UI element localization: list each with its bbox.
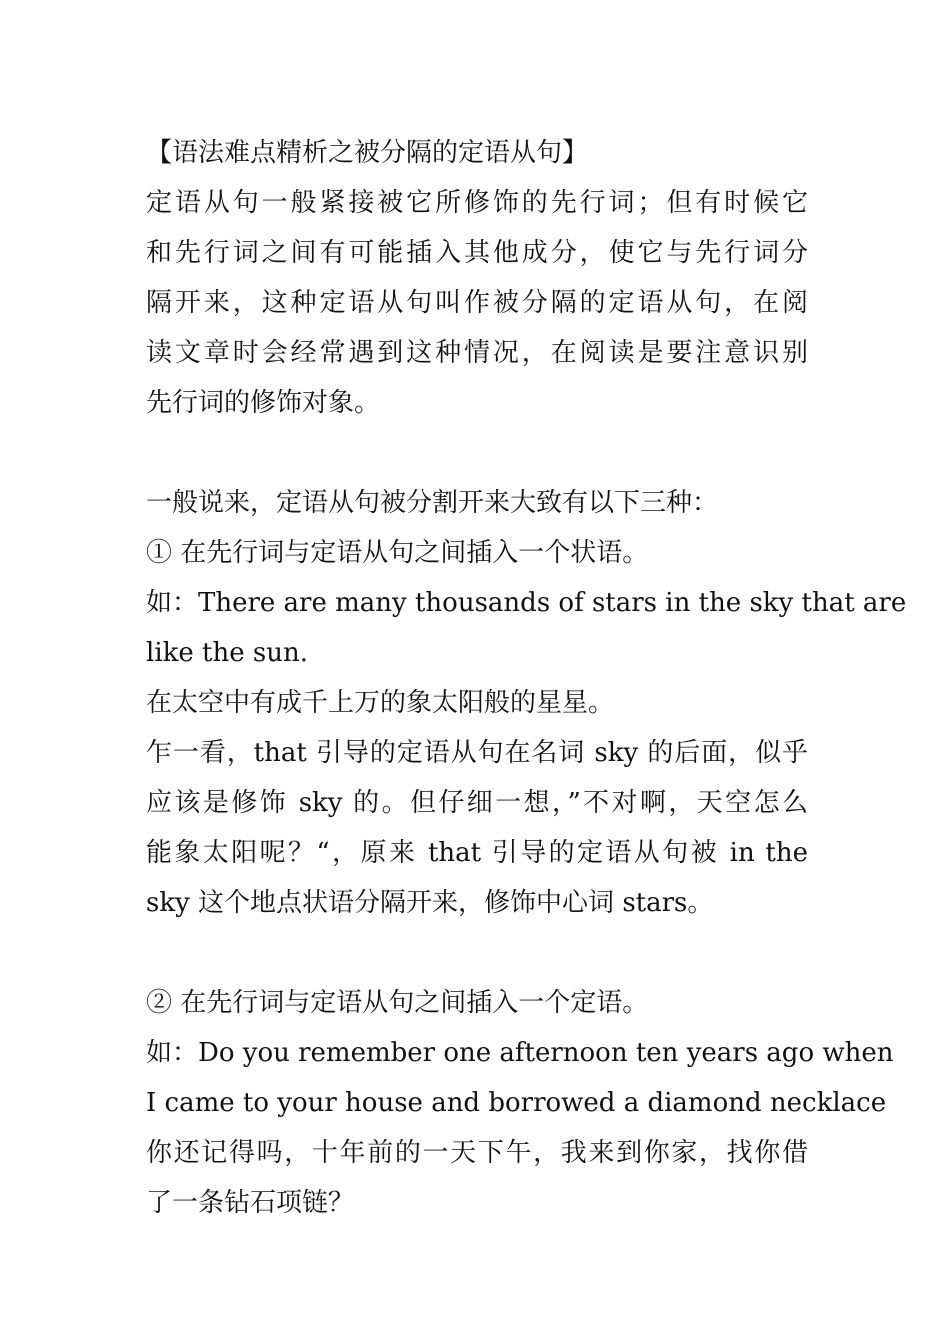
case-1-translation: 在太空中有成千上万的象太阳般的星星。 <box>146 688 615 718</box>
case-1-explanation-line: sky 这个地点状语分隔开来，修饰中心词 stars。 <box>146 888 714 918</box>
intro-line: 隔开来，这种定语从句叫作被分隔的定语从句，在阅 <box>146 288 808 318</box>
case-1-explanation-line: 乍一看，that 引导的定语从句在名词 sky 的后面，似乎 <box>146 738 808 768</box>
case-2-translation-line: 了一条钻石项链？ <box>146 1188 355 1218</box>
case-2-section <box>146 978 894 1228</box>
case-2-translation-line: 你还记得吗，十年前的一天下午，我来到你家，找你借 <box>146 1138 808 1168</box>
blank-line <box>146 928 808 978</box>
intro-paragraph <box>146 178 808 428</box>
case-1-section <box>146 528 907 928</box>
intro-line: 定语从句一般紧接被它所修饰的先行词；但有时候它 <box>146 188 808 218</box>
intro-line: 先行词的修饰对象。 <box>146 388 381 418</box>
document-title: 【语法难点精析之被分隔的定语从句】 <box>146 138 589 168</box>
case-2-heading: ② 在先行词与定语从句之间插入一个定语。 <box>146 988 649 1018</box>
case-1-explanation-line: 应该是修饰 sky 的。但仔细一想，”不对啊，天空怎么 <box>146 788 808 818</box>
case-2-example-line: I came to your house and borrowed a diamond necklace <box>146 1088 887 1118</box>
summary-line: 一般说来，定语从句被分割开来大致有以下三种： <box>146 488 719 518</box>
blank-line <box>146 428 808 478</box>
case-1-example-line: like the sun. <box>146 638 308 668</box>
case-1-heading: ① 在先行词与定语从句之间插入一个状语。 <box>146 538 649 568</box>
case-2-example-line: 如：Do you remember one afternoon ten years ago when <box>146 1038 894 1068</box>
intro-line: 和先行词之间有可能插入其他成分，使它与先行词分 <box>146 238 808 268</box>
intro-line: 读文章时会经常遇到这种情况，在阅读是要注意识别 <box>146 338 808 368</box>
document-page <box>146 128 907 1228</box>
case-1-explanation-line: 能象太阳呢？“，原来 that 引导的定语从句被 in the <box>146 838 808 868</box>
case-1-example-line: 如：There are many thousands of stars in the sky that are <box>146 588 907 618</box>
